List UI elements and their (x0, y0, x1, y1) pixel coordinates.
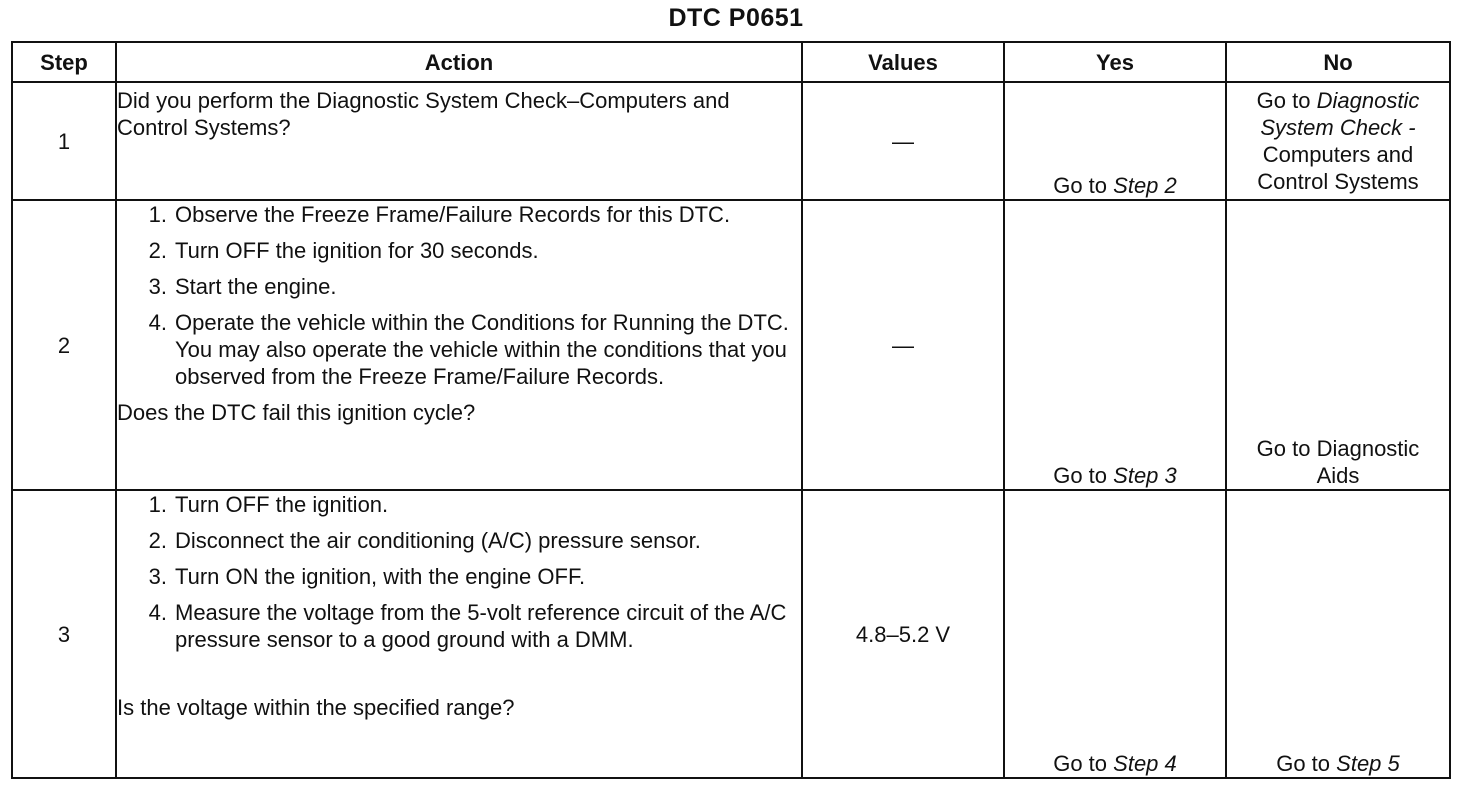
step-number: 1 (12, 82, 116, 200)
yes-prefix: Go to (1053, 751, 1108, 776)
diagnostic-table (11, 41, 1451, 779)
list-item: 1. Observe the Freeze Frame/Failure Records for this DTC. (148, 202, 731, 227)
value-cell: — (802, 200, 1004, 490)
value-cell: — (802, 82, 1004, 200)
column-header-no: No (1226, 42, 1450, 82)
yes-link[interactable]: Step 4 (1113, 751, 1177, 776)
no-cell (1226, 200, 1450, 490)
no-link[interactable]: Diagnostic System Check - (1260, 88, 1420, 140)
no-prefix: Go to (1276, 751, 1331, 776)
list-item: 3. Turn ON the ignition, with the engine OFF. (148, 564, 586, 589)
yes-prefix: Go to (1053, 463, 1108, 488)
yes-cell (1004, 490, 1226, 778)
action-question: Does the DTC fail this ignition cycle? (117, 400, 476, 425)
yes-cell (1004, 200, 1226, 490)
column-header-yes: Yes (1004, 42, 1226, 82)
action-cell (116, 200, 802, 490)
column-header-values: Values (802, 42, 1004, 82)
no-link[interactable]: Step 5 (1336, 751, 1400, 776)
list-item: 3. Start the engine. (148, 274, 337, 299)
header-row (12, 42, 1450, 82)
action-list (117, 201, 801, 390)
table-row (12, 200, 1450, 490)
step-number: 3 (12, 490, 116, 778)
yes-link[interactable]: Step 3 (1113, 463, 1177, 488)
table-title: DTC P0651 (668, 4, 804, 32)
column-header-action: Action (116, 42, 802, 82)
no-cell (1226, 490, 1450, 778)
yes-cell (1004, 82, 1226, 200)
no-suffix: Computers and Control Systems (1257, 142, 1419, 194)
yes-link[interactable]: Step 2 (1113, 173, 1177, 198)
step-number: 2 (12, 200, 116, 490)
action-cell (116, 490, 802, 778)
list-item: 2. Turn OFF the ignition for 30 seconds. (148, 238, 539, 263)
list-item: 1. Turn OFF the ignition. (148, 492, 389, 517)
list-item: 4. Measure the voltage from the 5-volt reference circuit of the A/C pressure sensor to a good ground with a DMM. (148, 600, 787, 652)
list-item: 2. Disconnect the air conditioning (A/C) pressure sensor. (148, 528, 701, 553)
action-list (117, 491, 801, 653)
action-question: Did you perform the Diagnostic System Check–Computers and Control Systems? (117, 88, 730, 140)
no-link[interactable]: Go to Diagnostic Aids (1256, 436, 1420, 488)
yes-prefix: Go to (1053, 173, 1108, 198)
table-row (12, 82, 1450, 200)
action-question: Is the voltage within the specified range? (117, 695, 515, 720)
no-prefix: Go to (1256, 88, 1311, 113)
value-cell: 4.8–5.2 V (802, 490, 1004, 778)
column-header-step: Step (12, 42, 116, 82)
list-item: 4. Operate the vehicle within the Conditions for Running the DTC. You may also operate the vehicle within the conditions that you observed from the Freeze Frame/Failure Records. (148, 310, 789, 389)
no-cell (1226, 82, 1450, 200)
action-cell (116, 82, 802, 200)
table-row (12, 490, 1450, 778)
